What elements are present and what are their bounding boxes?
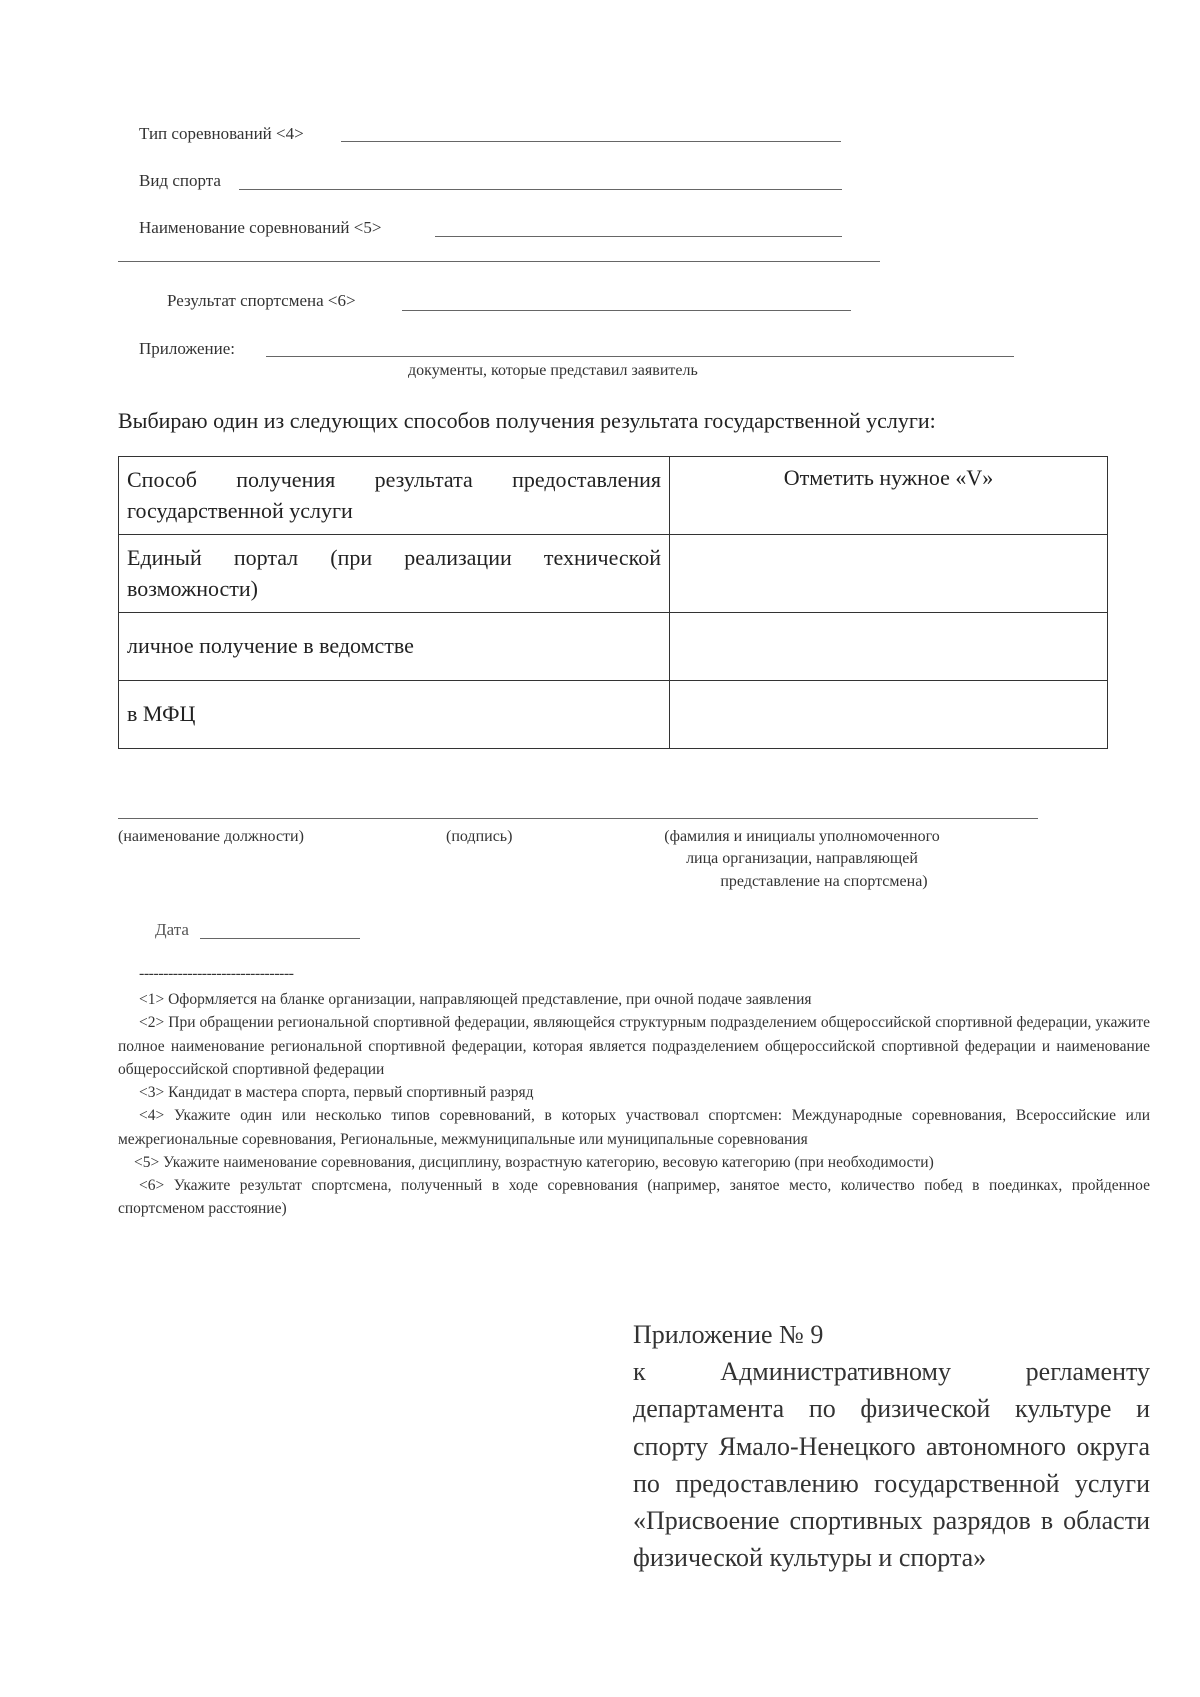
competition-name-label: Наименование соревнований <5> <box>139 218 382 237</box>
attachment-line[interactable] <box>266 356 1014 357</box>
header-mark-cell: Отметить нужное «V» <box>670 457 1108 535</box>
mark-personal-cell[interactable] <box>670 613 1108 681</box>
date-line[interactable] <box>200 938 360 939</box>
method-personal-cell: личное получение в ведомстве <box>119 613 670 681</box>
table-row <box>119 681 1108 749</box>
table-row <box>119 535 1108 613</box>
mark-mfc-cell[interactable] <box>670 681 1108 749</box>
table-row <box>119 613 1108 681</box>
competition-type-label: Тип соревнований <4> <box>139 124 304 143</box>
footnote-1: <1> Оформляется на бланке организации, направляющей представление, при очной подаче заявления <box>139 991 812 1008</box>
choice-heading: Выбираю один из следующих способов получения результата государственной услуги: <box>118 408 936 433</box>
sport-label: Вид спорта <box>139 171 221 190</box>
appendix-block <box>633 1316 1150 1576</box>
method-portal-cell: Единый портал (при реализации технической возможности) <box>119 535 670 613</box>
name-caption-line-1: (фамилия и инициалы уполномоченного <box>664 828 940 845</box>
date-label: Дата <box>155 920 189 939</box>
footnote-5: <5> Укажите наименование соревнования, дисциплину, возрастную категорию, весовую категорию (при необходимости) <box>134 1153 934 1171</box>
attachment-caption: документы, которые представил заявитель <box>408 362 698 379</box>
competition-name-line-2[interactable] <box>118 261 880 262</box>
signature-caption: (подпись) <box>446 828 513 845</box>
result-label: Результат спортсмена <6> <box>167 291 356 310</box>
competition-type-line[interactable] <box>341 141 841 142</box>
method-table <box>118 456 1108 749</box>
appendix-text: к Административному регламенту департамента по физической культуре и спорту Ямало-Ненецкого автономного округа по предоставлению государственной услуги «Присвоение спортивных разрядов в области физической культуры и спорта» <box>633 1357 1150 1573</box>
method-mfc-cell: в МФЦ <box>119 681 670 749</box>
table-header-row <box>119 457 1108 535</box>
result-line[interactable] <box>402 310 851 311</box>
competition-name-line[interactable] <box>435 236 842 237</box>
signature-line[interactable] <box>118 818 1038 819</box>
sport-line[interactable] <box>239 189 842 190</box>
appendix-title: Приложение № 9 <box>633 1320 824 1349</box>
footnote-6: <6> Укажите результат спортсмена, полученный в ходе соревнования (например, занятое место, количество побед в поединках, пройденное спортсменом расстояние) <box>118 1177 1150 1218</box>
footnotes-block <box>118 988 1150 1221</box>
name-caption <box>612 826 992 893</box>
footnote-separator: -------------------------------- <box>139 965 294 982</box>
mark-portal-cell[interactable] <box>670 535 1108 613</box>
footnote-4: <4> Укажите один или несколько типов соревнований, в которых участвовал спортсмен: Международные соревнования, Всероссийские или межрегиональные соревнования, Региональные, межмуниципальные или муниципальные соревнования <box>118 1107 1150 1148</box>
position-caption: (наименование должности) <box>118 828 304 845</box>
footnote-2: <2> При обращении региональной спортивной федерации, являющейся структурным подразделением общероссийской спортивной федерации, укажите полное наименование региональной спортивной федерации, которая является подразделением общероссийской спортивной федерации и наименование общероссийской спортивной федерации <box>118 1014 1150 1078</box>
name-caption-line-3: представление на спортсмена) <box>720 872 928 890</box>
footnote-3: <3> Кандидат в мастера спорта, первый спортивный разряд <box>139 1084 534 1101</box>
name-caption-line-2: лица организации, направляющей <box>686 850 918 868</box>
header-method-cell: Способ получения результата предоставления государственной услуги <box>119 457 670 535</box>
attachment-label: Приложение: <box>139 339 235 358</box>
